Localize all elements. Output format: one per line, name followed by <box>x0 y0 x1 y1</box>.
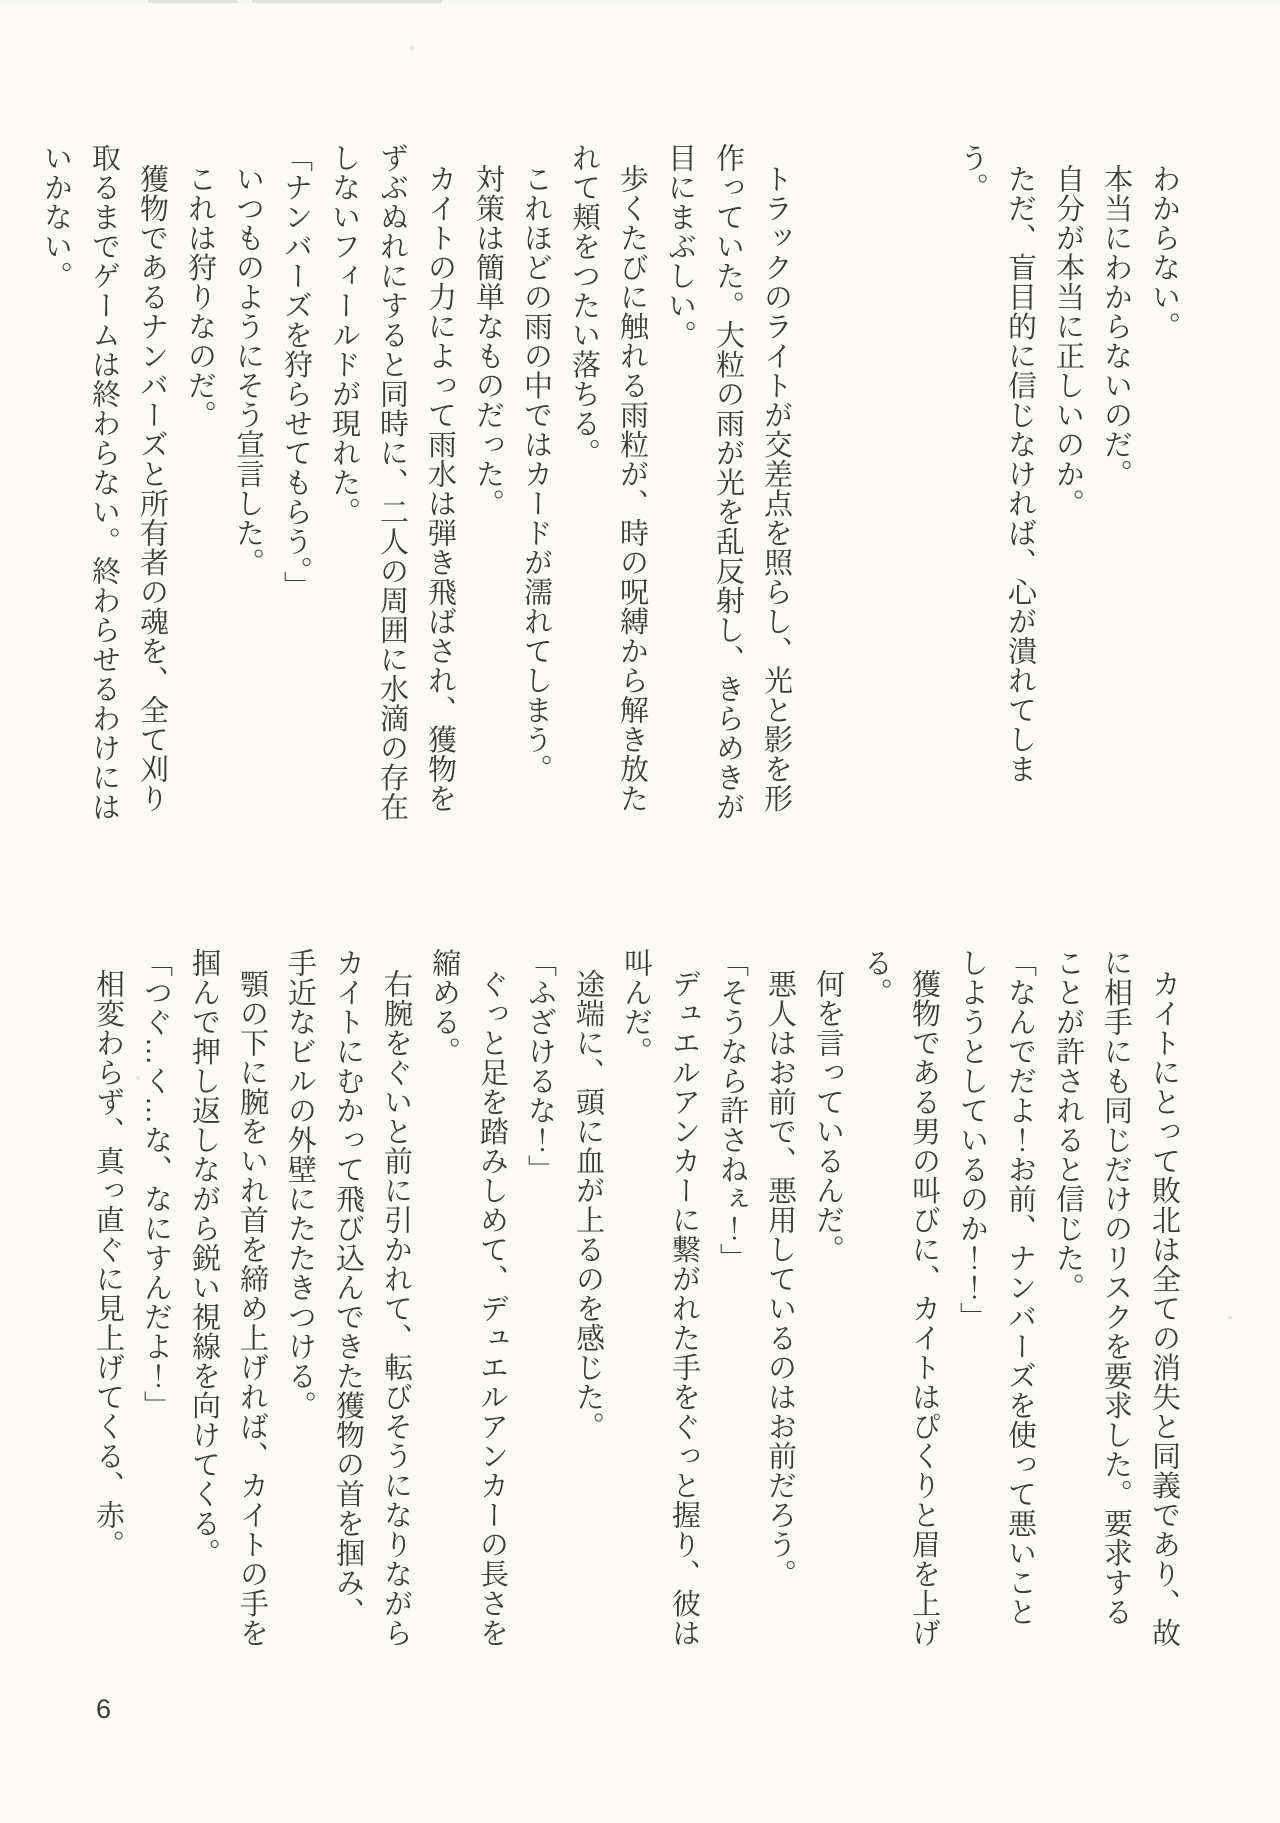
paragraph: 獲物である男の叫びに、カイトはぴくりと眉を上げる。 <box>860 948 940 1648</box>
text-block-top <box>32 143 1188 828</box>
paragraph: 対策は簡単なものだった。 <box>472 164 504 518</box>
paragraph: これほどの雨の中ではカードが濡れてしまう。 <box>520 164 552 784</box>
paragraph: トラックのライトが交差点を照らし、光と影を形作っていた。大粒の雨が光を乱反射し、きらめきが目にまぶしい。 <box>664 143 792 822</box>
paragraph: 相変わらず、真っ直ぐに見上げてくる、赤。 <box>92 969 124 1559</box>
paragraph: 右腕をぐいと前に引かれて、転びそうになりながらカイトにむかって飛び込んできた獲物の首を掴み、手近なビルの外壁にたたきつける。 <box>284 948 412 1648</box>
paragraph-dialogue: 「そうなら許さねぇ！」 <box>716 948 748 1273</box>
paragraph: カイトにとって敗北は全ての消失と同義であり、故に相手にも同じだけのリスクを要求した。要求することが許されると信じた。 <box>1052 948 1180 1648</box>
paper-speck <box>1228 1316 1232 1319</box>
paragraph: カイトの力によって雨水は弾き飛ばされ、獲物をずぶぬれにすると同時に、二人の周囲に水滴の存在しないフィールドが現れた。 <box>328 143 456 822</box>
paragraph: 悪人はお前で、悪用しているのはお前だろう。 <box>764 969 796 1589</box>
paragraph: ただ、盲目的に信じなければ、心が潰れてしまう。 <box>956 143 1036 784</box>
paragraph: 途端に、頭に血が上るのを感じた。 <box>572 969 604 1441</box>
paragraph: 歩くたびに触れる雨粒が、時の呪縛から解き放たれて頬をつたい落ちる。 <box>568 143 648 813</box>
paragraph: 自分が本当に正しいのか。 <box>1052 164 1084 518</box>
paper-speck <box>410 46 414 50</box>
paragraph: これは狩りなのだ。 <box>184 164 216 430</box>
paragraph: わからない。 <box>1148 164 1180 341</box>
paragraph: いつものようにそう宣言した。 <box>232 164 264 577</box>
paragraph-dialogue: 「つぐ…く…な、なにすんだよ！」 <box>140 948 172 1420</box>
paragraph-dialogue: 「ナンバーズを狩らせてもらう。」 <box>280 143 312 601</box>
paragraph: 何を言っているんだ。 <box>812 969 844 1264</box>
text-block-bottom <box>84 948 1188 1648</box>
paragraph: 本当にわからないのだ。 <box>1100 164 1132 489</box>
paragraph-dialogue: 「ふざけるな！」 <box>524 948 556 1184</box>
paragraph-dialogue: 「なんでだよ！お前、ナンバーズを使って悪いことしようとしているのか！！」 <box>956 948 1036 1627</box>
paragraph: 顎の下に腕をいれ首を締め上げれば、カイトの手を掴んで押し返しながら鋭い視線を向けてくる。 <box>188 948 268 1648</box>
page-number: 6 <box>96 1694 113 1724</box>
paragraph: ぐっと足を踏みしめて、デュエルアンカーの長さを縮める。 <box>428 948 508 1648</box>
paragraph: 獲物であるナンバーズと所有者の魂を、全て刈り取るまでゲームは終わらない。終わらせるわけにはいかない。 <box>40 143 168 822</box>
paragraph: デュエルアンカーに繋がれた手をぐっと握り、彼は叫んだ。 <box>620 948 700 1648</box>
scan-artifact <box>148 0 238 3</box>
scan-artifact <box>252 0 442 3</box>
